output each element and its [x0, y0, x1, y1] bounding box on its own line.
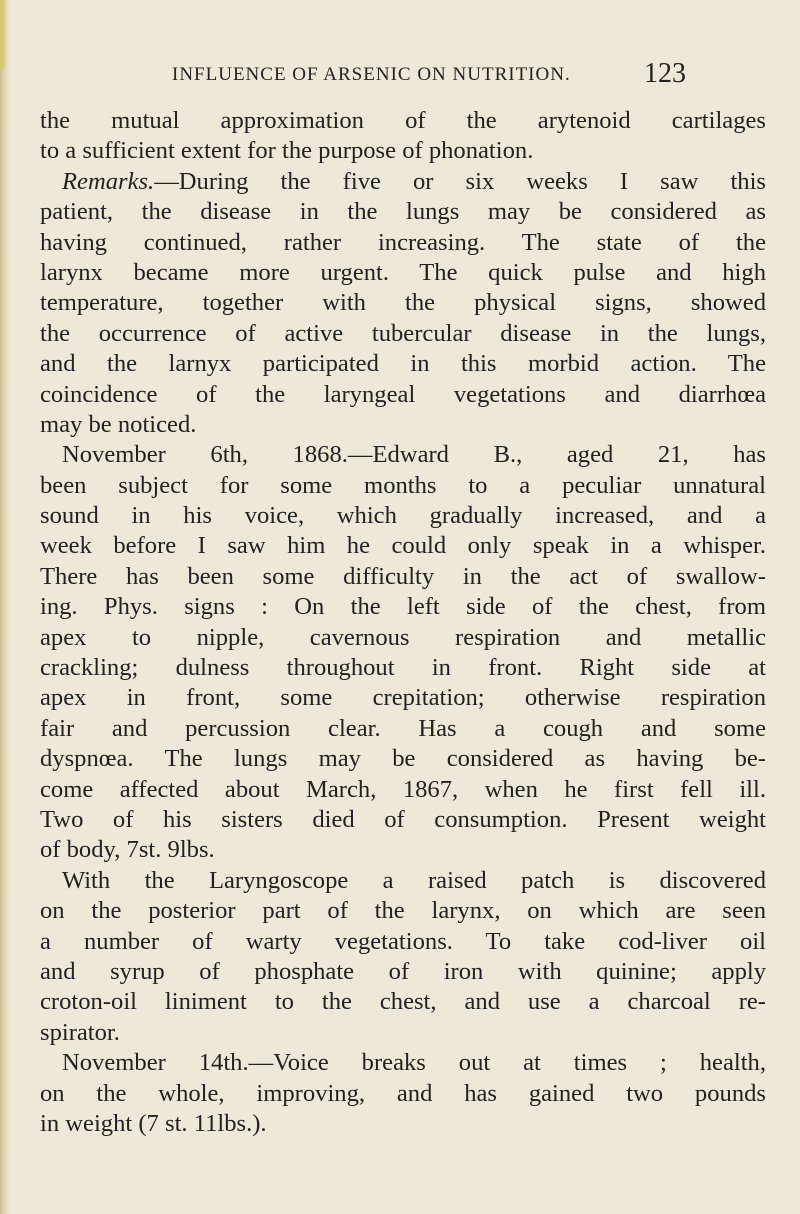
- text-line: croton-oil liniment to the chest, and use a charcoal re-: [40, 988, 766, 1016]
- text-line: coincidence of the laryngeal vegetations and diarrhœa: [40, 380, 766, 408]
- remarks-paragraph-start: [40, 167, 766, 197]
- text-line: on the whole, improving, and has gained two pounds: [40, 1079, 766, 1107]
- text-line: temperature, together with the physical signs, showed: [40, 289, 766, 317]
- text-line: crackling; dulness throughout in front. Right side at: [40, 654, 766, 682]
- remarks-label: Remarks.: [62, 167, 155, 195]
- text-line: may be noticed.: [40, 410, 197, 438]
- text-line: the mutual approximation of the arytenoid cartilages: [40, 107, 766, 134]
- text-line: November 6th, 1868.—Edward B., aged 21, has: [62, 441, 766, 469]
- text-line: Two of his sisters died of consumption. Present weight: [40, 805, 766, 833]
- text-line: in weight (7 st. 11lbs.).: [40, 1109, 267, 1137]
- running-head: [0, 58, 800, 98]
- text-line: There has been some difficulty in the act of swallow-: [40, 562, 766, 590]
- text-line: come affected about March, 1867, when he first fell ill.: [40, 775, 766, 803]
- text-line: apex to nipple, cavernous respiration and metallic: [40, 623, 766, 651]
- text-line: larynx became more urgent. The quick pulse and high: [40, 258, 766, 286]
- body-text: [40, 106, 766, 1139]
- text-line: week before I saw him he could only speak in a whisper.: [40, 532, 766, 560]
- text-line: of body, 7st. 9lbs.: [40, 836, 215, 864]
- text-line: been subject for some months to a peculiar unnatural: [40, 471, 766, 499]
- page-number: 123: [644, 58, 686, 89]
- text-line: November 14th.—Voice breaks out at times ; health,: [62, 1049, 766, 1077]
- text-line: the occurrence of active tubercular disease in the lungs,: [40, 319, 766, 347]
- text-line: patient, the disease in the lungs may be considered as: [40, 198, 766, 226]
- running-title: INFLUENCE OF ARSENIC ON NUTRITION.: [172, 64, 571, 85]
- text-line: and the larnyx participated in this morbid action. The: [40, 350, 766, 378]
- text-line-fragment: —During the five or six weeks I saw this: [154, 167, 766, 195]
- text-line: having continued, rather increasing. The state of the: [40, 228, 766, 256]
- text-line: ing. Phys. signs : On the left side of the chest, from: [40, 593, 766, 621]
- text-line: sound in his voice, which gradually increased, and a: [40, 502, 766, 530]
- text-line: fair and percussion clear. Has a cough and some: [40, 714, 766, 742]
- text-line: apex in front, some crepitation; otherwise respiration: [40, 684, 766, 712]
- text-line: dyspnœa. The lungs may be considered as having be-: [40, 745, 766, 773]
- text-line: With the Laryngoscope a raised patch is discovered: [62, 866, 766, 894]
- text-line: spirator.: [40, 1018, 120, 1046]
- text-line: to a sufficient extent for the purpose of phonation.: [40, 137, 534, 165]
- text-line: on the posterior part of the larynx, on which are seen: [40, 897, 766, 925]
- text-line: a number of warty vegetations. To take cod-liver oil: [40, 927, 766, 955]
- text-line: and syrup of phosphate of iron with quinine; apply: [40, 957, 766, 985]
